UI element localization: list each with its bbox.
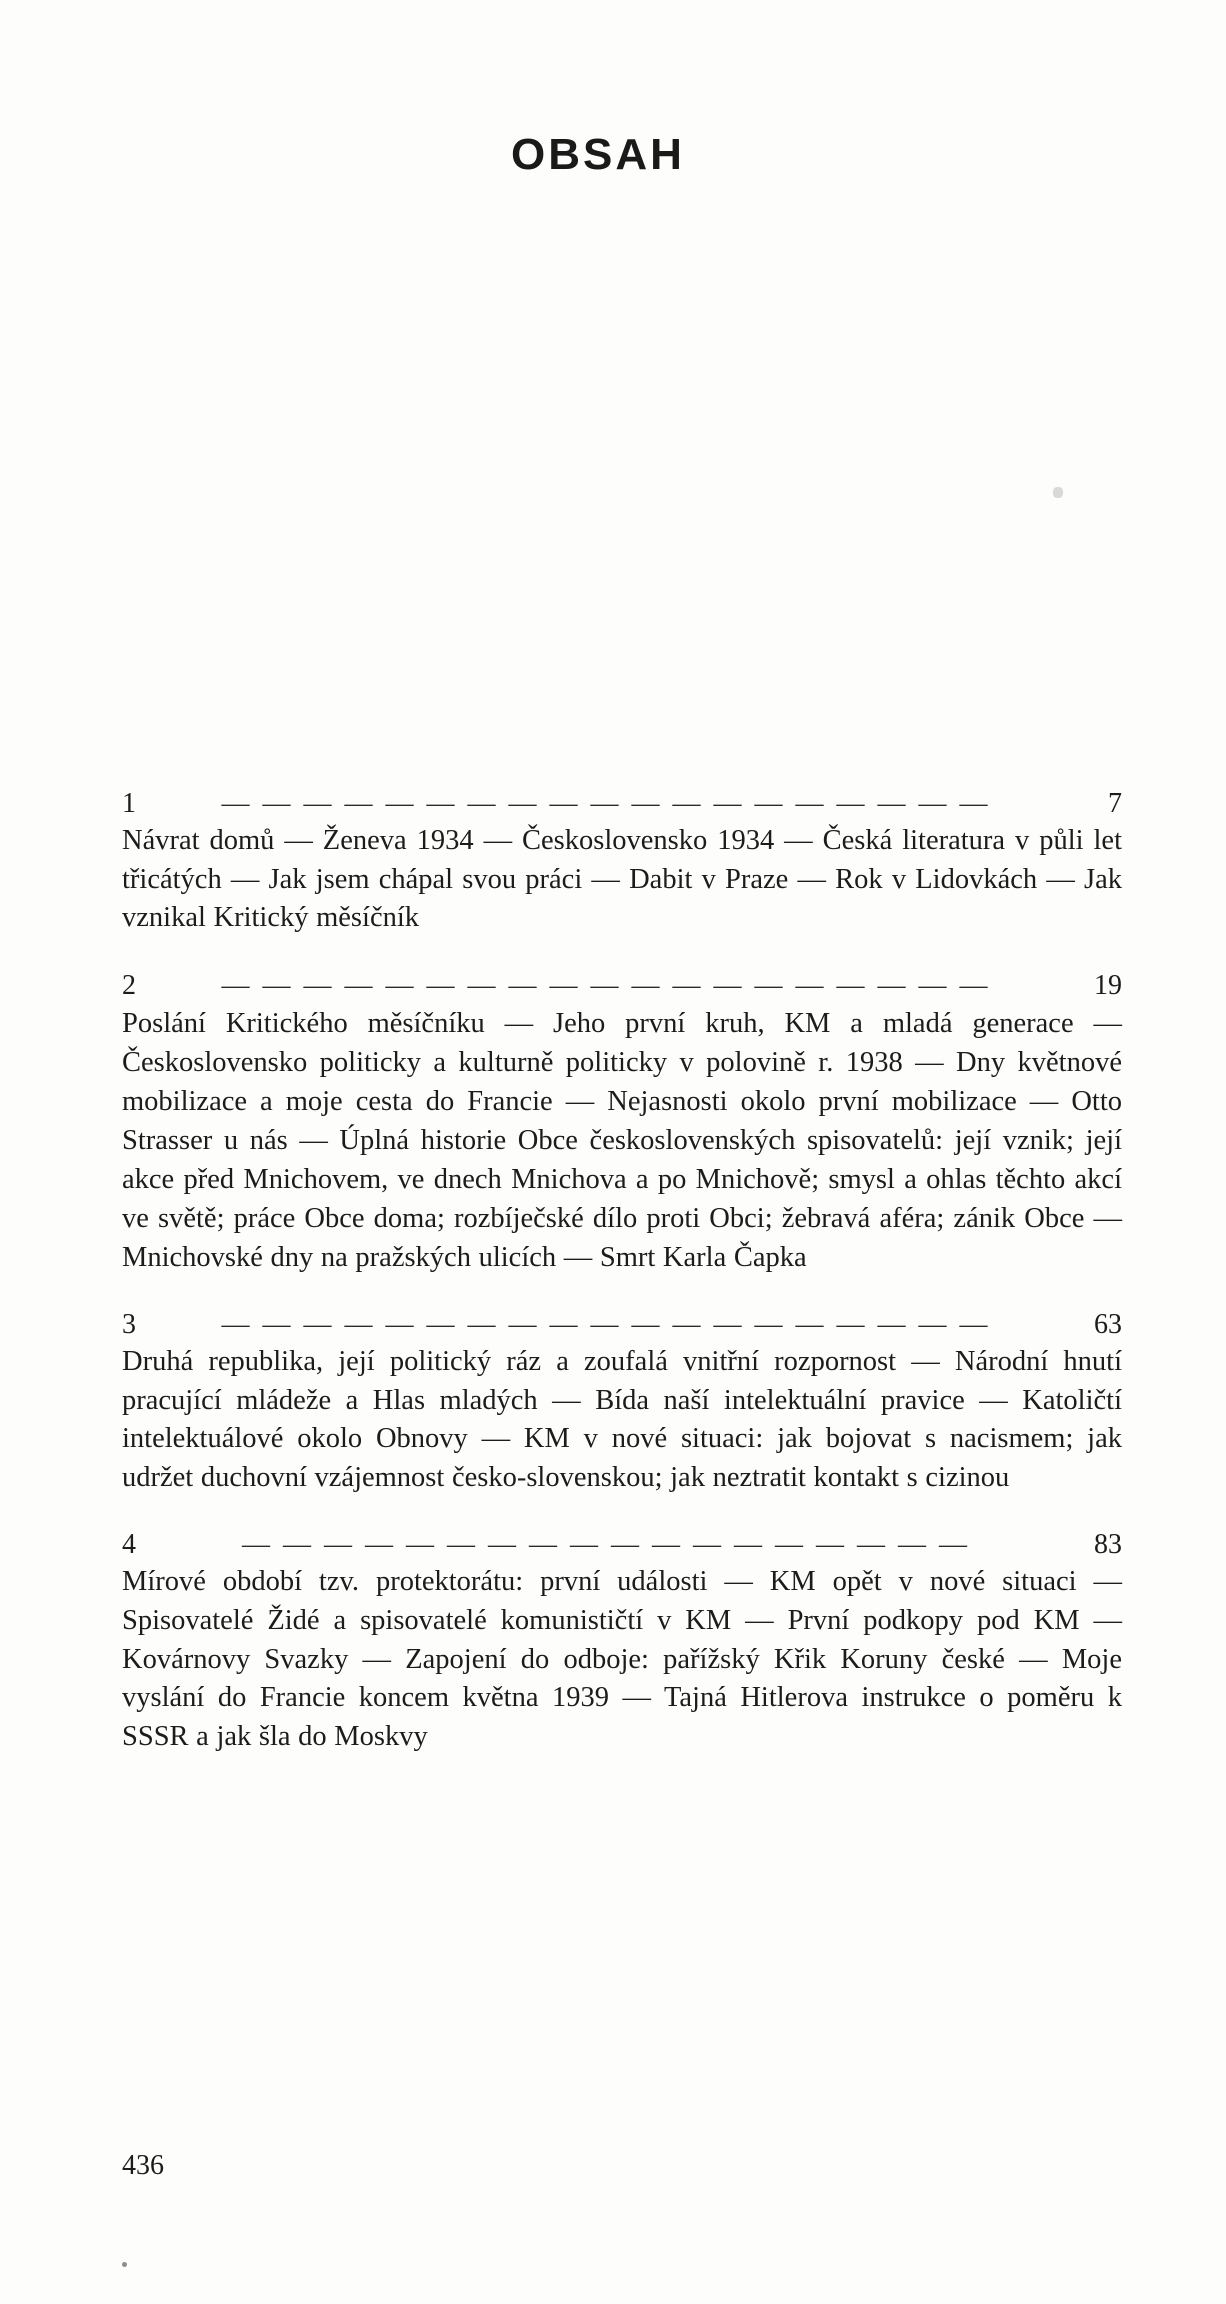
toc-entry-text: Druhá republika, její politický ráz a zoufalá vnitřní rozpornost — Národní hnutí pracující mládeže a Hlas mladých — Bída naší intelektuální pravice — Katoličtí intelektuálové okolo Obnovy — KM v nové situaci: jak bojovat s nacismem; jak udržet duchovní vzájemnost česko-slovenskou; jak neztratit kontakt s cizinou xyxy=(122,1346,1122,1493)
toc-leader-dashes: — — — — — — — — — — — — — — — — — — — xyxy=(221,1311,991,1340)
toc-entry-header xyxy=(122,1311,1122,1339)
toc-entry-header xyxy=(122,790,1122,818)
toc-entry xyxy=(122,1531,1122,1756)
toc-entry-header xyxy=(122,969,1122,1001)
toc-entry-page: 63 xyxy=(1094,1309,1122,1341)
toc-entry-number: 2 xyxy=(122,969,136,1001)
toc-leader-dashes: — — — — — — — — — — — — — — — — — — — xyxy=(221,790,991,818)
print-speck xyxy=(122,2262,127,2267)
toc-entry-text: Návrat domů — Ženeva 1934 — Československo 1934 — Česká literatura v půli let třicátých — Jak jsem chápal svou práci — Dabit v Praze — Rok v Lidovkách — Jak vznikal Kritický měsíčník xyxy=(122,825,1122,934)
toc-entry-number: 4 xyxy=(122,1529,136,1561)
toc-entry xyxy=(122,1311,1122,1497)
page-folio: 436 xyxy=(122,2150,164,2181)
toc-leader-dashes: — — — — — — — — — — — — — — — — — — xyxy=(242,1531,970,1560)
toc-entry xyxy=(122,969,1122,1277)
table-of-contents xyxy=(122,790,1122,1791)
toc-entry-page: 19 xyxy=(1094,969,1122,1001)
toc-entry-header xyxy=(122,1531,1122,1559)
toc-entry-page: 83 xyxy=(1094,1529,1122,1561)
paper-smudge xyxy=(1053,487,1063,498)
toc-leader-dashes: — — — — — — — — — — — — — — — — — — — xyxy=(221,971,991,1000)
toc-entry-text: Poslání Kritického měsíčníku — Jeho první kruh, KM a mladá generace — Československo politicky a kulturně politicky v polovině r. 1938 — Dny květnové mobilizace a moje cesta do Francie — Nejasnosti okolo první mobilizace — Otto Strasser u nás — Úplná historie Obce československých spisovatelů: její vznik; její akce před Mnichovem, ve dnech Mnichova a po Mnichově; smysl a ohlas těchto akcí ve světě; práce Obce doma; rozbíječské dílo proti Obci; žebravá aféra; zánik Obce — Mnichovské dny na pražských ulicích — Smrt Karla Čapka xyxy=(122,1007,1122,1274)
page-title: OBSAH xyxy=(511,130,685,179)
toc-entry xyxy=(122,790,1122,938)
toc-entry-text: Mírové období tzv. protektorátu: první události — KM opět v nové situaci — Spisovatelé Židé a spisovatelé komunističtí v KM — První podkopy pod KM — Kovárnovy Svazky — Zapojení do odboje: pařížský Křik Koruny české — Moje vyslání do Francie koncem května 1939 — Tajná Hitlerova instrukce o poměru k SSSR a jak šla do Moskvy xyxy=(122,1566,1122,1752)
toc-entry-page: 7 xyxy=(1108,788,1122,819)
toc-entry-number: 3 xyxy=(122,1309,136,1341)
toc-entry-number: 1 xyxy=(122,788,136,819)
